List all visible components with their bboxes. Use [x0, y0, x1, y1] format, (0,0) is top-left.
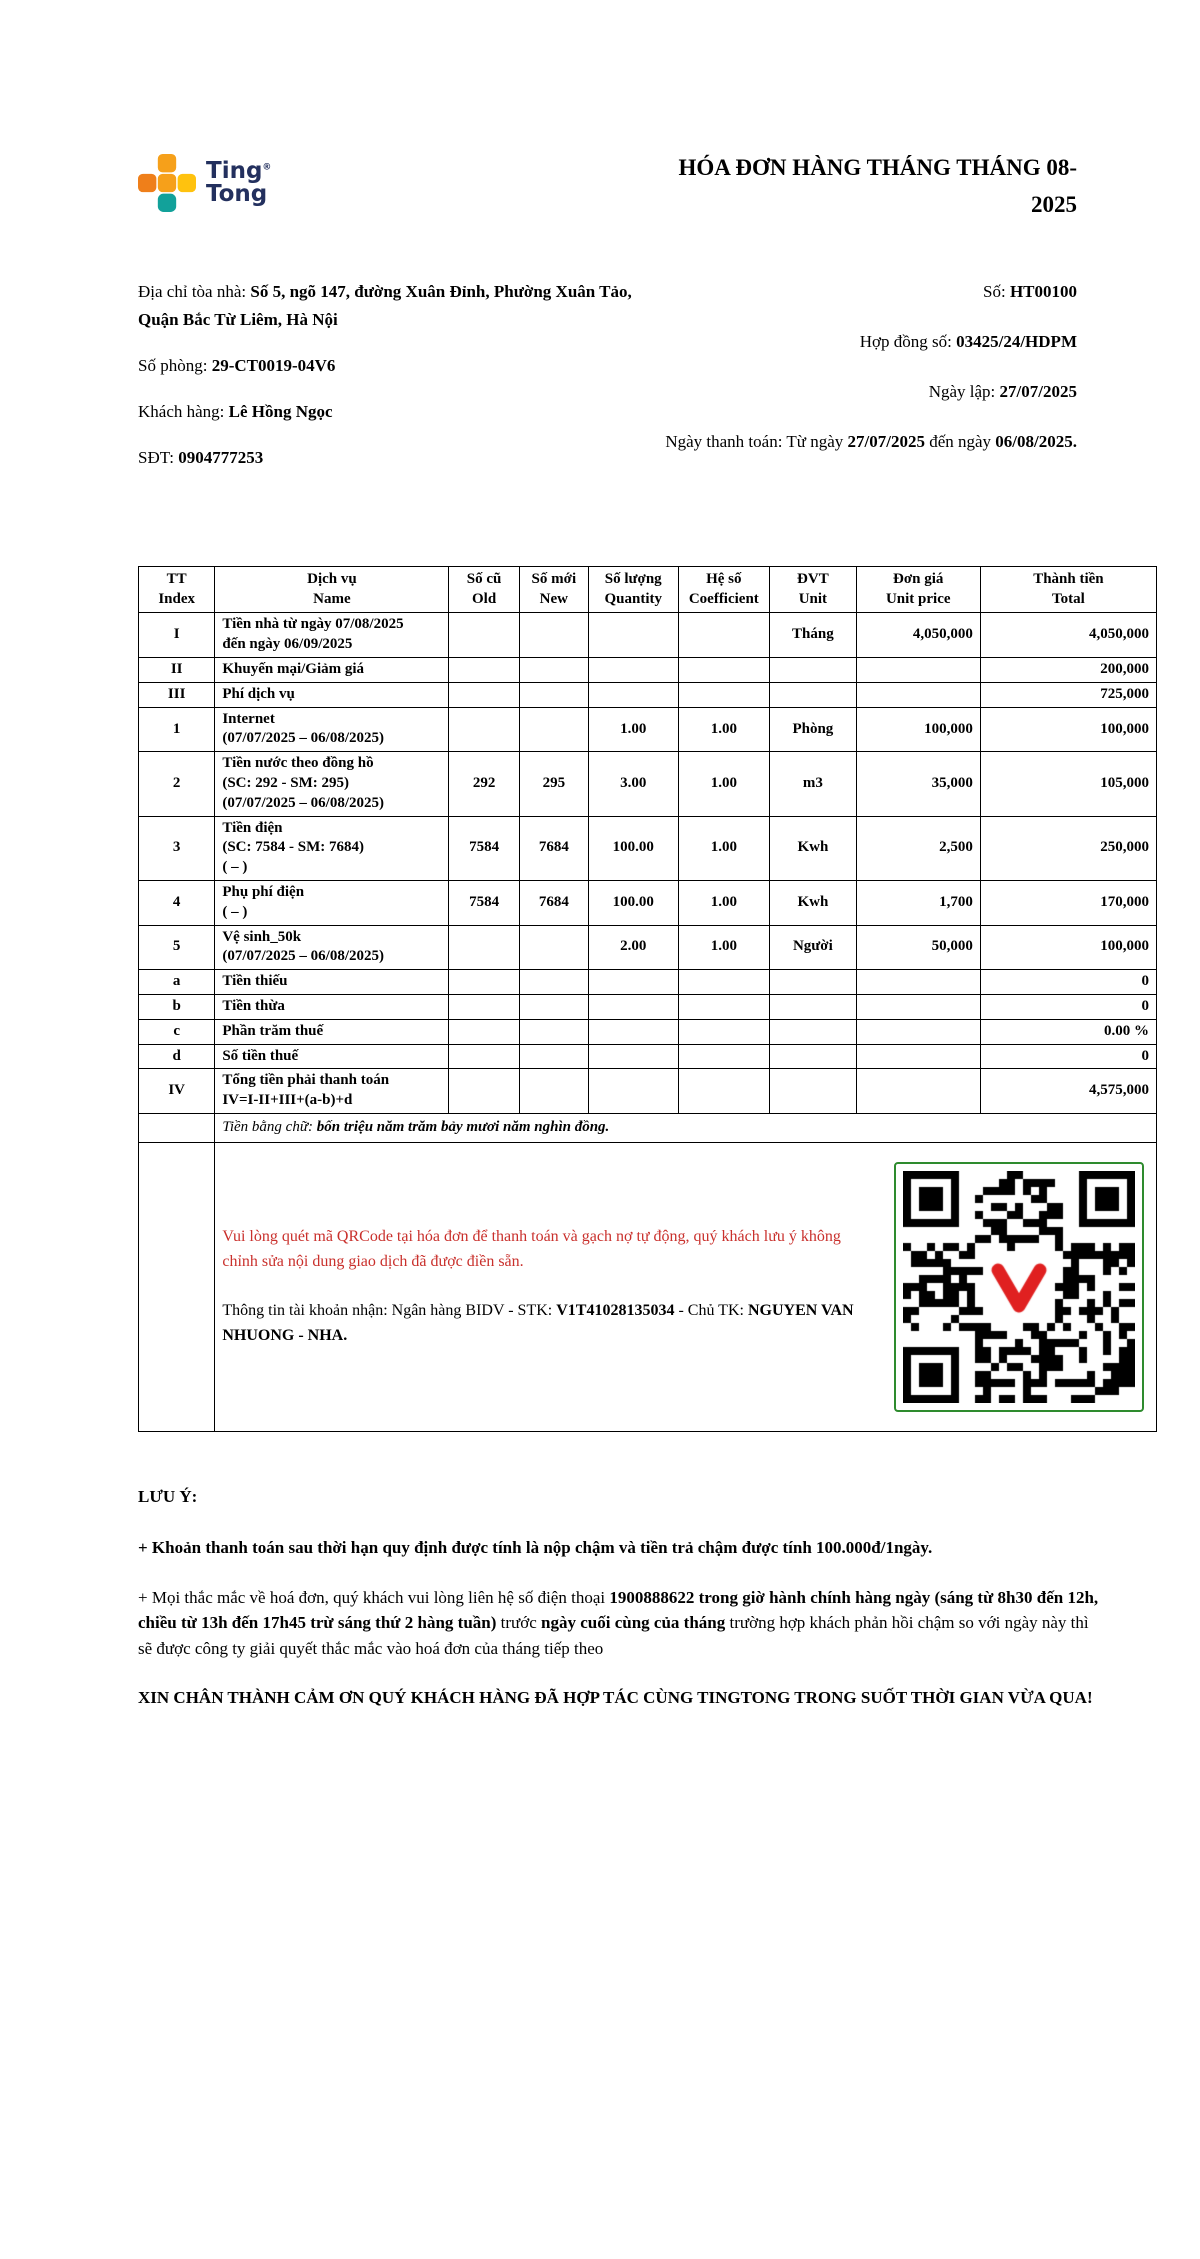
table-cell: 0	[980, 1044, 1156, 1069]
table-cell	[770, 970, 857, 995]
invoice-title-line2: 2025	[1031, 191, 1077, 217]
table-row	[139, 1069, 1157, 1114]
invoice-info	[138, 278, 1157, 490]
table-cell	[770, 682, 857, 707]
building-address	[138, 278, 653, 334]
table-cell	[449, 1069, 519, 1114]
contract-value: 03425/24/HDPM	[956, 331, 1077, 351]
contact-note-part5: trường hợp khách phản hồi chậm so với ngày này thì sẽ được công ty giải quyết thắc mắc vào hoá đơn của tháng tiếp theo	[138, 1613, 1089, 1658]
table-cell: III	[139, 682, 215, 707]
table-row	[139, 1044, 1157, 1069]
table-cell: 1.00	[678, 816, 770, 880]
table-cell	[519, 1019, 588, 1044]
table-cell: 1.00	[678, 707, 770, 752]
qr-section-row	[139, 1142, 1157, 1431]
amount-in-words-label: Tiền bằng chữ:	[222, 1118, 317, 1135]
table-cell	[519, 1069, 588, 1114]
table-cell	[678, 682, 770, 707]
contact-note-part3: trước	[496, 1613, 542, 1633]
table-cell: 35,000	[856, 752, 980, 816]
table-cell: 0	[980, 994, 1156, 1019]
table-cell: 5	[139, 925, 215, 970]
issue-date	[657, 378, 1077, 406]
customer-label: Khách hàng:	[138, 401, 229, 421]
column-header: Dịch vụ Name	[215, 566, 449, 613]
table-cell: Phòng	[770, 707, 857, 752]
payment-to-date: 06/08/2025.	[995, 431, 1077, 451]
table-cell	[588, 1019, 678, 1044]
table-cell	[519, 682, 588, 707]
table-cell: 100.00	[588, 816, 678, 880]
table-cell: 4,575,000	[980, 1069, 1156, 1114]
table-cell: 1.00	[588, 707, 678, 752]
table-cell: 1.00	[678, 752, 770, 816]
table-cell: Tiền nhà từ ngày 07/08/2025 đến ngày 06/09/2025	[215, 613, 449, 658]
table-cell	[519, 970, 588, 995]
table-cell: 7684	[519, 816, 588, 880]
table-cell	[588, 994, 678, 1019]
table-cell	[449, 970, 519, 995]
phone-number	[138, 444, 653, 472]
payment-period-mid: đến ngày	[924, 431, 996, 451]
table-cell: 1.00	[678, 880, 770, 925]
table-cell	[139, 1113, 215, 1142]
table-cell: 4	[139, 880, 215, 925]
registered-mark: ®	[262, 161, 272, 172]
table-cell: 50,000	[856, 925, 980, 970]
table-cell	[588, 970, 678, 995]
table-cell: 100,000	[856, 707, 980, 752]
customer-value: Lê Hồng Ngọc	[228, 401, 333, 421]
table-cell	[856, 658, 980, 683]
invoice-title	[607, 150, 1157, 224]
account-prefix: Thông tin tài khoản nhận: Ngân hàng BIDV - STK:	[222, 1301, 557, 1319]
table-cell	[588, 682, 678, 707]
notes-heading: LƯU Ý:	[138, 1486, 198, 1506]
room-value: 29-CT0019-04V6	[211, 355, 336, 375]
column-header: TT Index	[139, 566, 215, 613]
table-cell: 1,700	[856, 880, 980, 925]
column-header: Đơn giá Unit price	[856, 566, 980, 613]
contract-number	[657, 328, 1077, 356]
table-row	[139, 707, 1157, 752]
table-cell	[519, 925, 588, 970]
table-cell	[449, 613, 519, 658]
table-cell	[770, 1019, 857, 1044]
column-header: Số mới New	[519, 566, 588, 613]
table-cell	[678, 1019, 770, 1044]
table-row	[139, 613, 1157, 658]
table-cell	[856, 994, 980, 1019]
footer-notes	[138, 1484, 1157, 1711]
contract-label: Hợp đồng số:	[859, 331, 957, 351]
address-label: Địa chỉ tòa nhà:	[138, 281, 251, 301]
column-header: Thành tiền Total	[980, 566, 1156, 613]
table-cell: Vệ sinh_50k (07/07/2025 – 06/08/2025)	[215, 925, 449, 970]
payment-period-label: Ngày thanh toán: Từ ngày	[665, 431, 848, 451]
table-cell: 1	[139, 707, 215, 752]
account-number: V1T41028135034	[556, 1301, 675, 1319]
invoice-meta	[657, 278, 1157, 490]
table-cell: m3	[770, 752, 857, 816]
table-cell	[519, 613, 588, 658]
column-header: Hệ số Coefficient	[678, 566, 770, 613]
table-cell	[856, 682, 980, 707]
table-cell: 100.00	[588, 880, 678, 925]
table-cell: Khuyến mại/Giảm giá	[215, 658, 449, 683]
table-cell: Tiền thiếu	[215, 970, 449, 995]
amount-in-words-row	[139, 1113, 1157, 1142]
table-cell: 2,500	[856, 816, 980, 880]
contact-note-hotline: 1900888622 trong giờ hành chính hàng ngày (sáng từ 8h30 đến 12h, chiều từ 13h đến 17h45 trừ sáng thứ 2 hàng tuần)	[138, 1587, 1099, 1633]
table-cell: 2.00	[588, 925, 678, 970]
qr-code-canvas	[903, 1171, 1135, 1403]
table-cell	[678, 1069, 770, 1114]
qr-instruction: Vui lòng quét mã QRCode tại hóa đơn để thanh toán và gạch nợ tự động, quý khách lưu ý không chỉnh sửa nội dung giao dịch đã được điền sẵn.	[222, 1228, 841, 1270]
table-cell	[856, 1019, 980, 1044]
table-cell: Internet (07/07/2025 – 06/08/2025)	[215, 707, 449, 752]
table-cell: 250,000	[980, 816, 1156, 880]
customer-info	[138, 278, 653, 490]
table-row	[139, 925, 1157, 970]
amount-in-words-cell	[215, 1113, 1157, 1142]
brand-wordmark	[206, 157, 272, 207]
customer-name	[138, 398, 653, 426]
table-cell	[519, 1044, 588, 1069]
contact-note-deadline: ngày cuối cùng của tháng	[541, 1613, 726, 1633]
table-cell: IV	[139, 1069, 215, 1114]
thanks-note: XIN CHÂN THÀNH CẢM ƠN QUÝ KHÁCH HÀNG ĐÃ HỢP TÁC CÙNG TINGTONG TRONG SUỐT THỜI GIAN VỪA QUA!	[138, 1688, 1093, 1708]
column-header: Số lượng Quantity	[588, 566, 678, 613]
table-header-row	[139, 566, 1157, 613]
table-cell	[678, 1044, 770, 1069]
table-cell	[449, 707, 519, 752]
issue-date-label: Ngày lập:	[928, 381, 1000, 401]
payment-instructions	[222, 1225, 868, 1348]
page-header	[138, 150, 1157, 224]
table-cell	[856, 1044, 980, 1069]
table-cell	[588, 613, 678, 658]
table-cell: Phụ phí điện ( – )	[215, 880, 449, 925]
table-cell: 7584	[449, 880, 519, 925]
table-cell: 0.00 %	[980, 1019, 1156, 1044]
table-cell: 7584	[449, 816, 519, 880]
table-cell: 4,050,000	[856, 613, 980, 658]
table-row	[139, 682, 1157, 707]
payment-from-date: 27/07/2025	[847, 431, 925, 451]
invoice-number	[657, 278, 1077, 306]
table-cell: 7684	[519, 880, 588, 925]
invoice-table	[138, 566, 1157, 1432]
invoice-title-line1: HÓA ĐƠN HÀNG THÁNG THÁNG 08-	[678, 155, 1077, 180]
table-cell: 292	[449, 752, 519, 816]
room-label: Số phòng:	[138, 355, 212, 375]
table-cell: 200,000	[980, 658, 1156, 683]
table-cell	[449, 925, 519, 970]
table-row	[139, 880, 1157, 925]
invoice-number-label: Số:	[983, 281, 1010, 301]
table-cell	[519, 994, 588, 1019]
table-row	[139, 994, 1157, 1019]
contact-note-part1: + Mọi thắc mắc về hoá đơn, quý khách vui lòng liên hệ số điện thoại	[138, 1587, 610, 1607]
brand-line2: Tong	[206, 181, 268, 207]
table-cell	[678, 994, 770, 1019]
account-mid: - Chủ TK:	[674, 1301, 748, 1319]
table-cell: 1.00	[678, 925, 770, 970]
qr-section-cell	[215, 1142, 1157, 1431]
table-cell: 3.00	[588, 752, 678, 816]
table-cell: 0	[980, 970, 1156, 995]
account-info	[222, 1299, 868, 1349]
table-cell	[678, 658, 770, 683]
table-cell: Kwh	[770, 880, 857, 925]
column-header: ĐVT Unit	[770, 566, 857, 613]
tingtong-logo-icon	[138, 154, 196, 212]
table-cell: Phần trăm thuế	[215, 1019, 449, 1044]
invoice-table-body	[139, 613, 1157, 1114]
table-cell: 170,000	[980, 880, 1156, 925]
table-row	[139, 970, 1157, 995]
column-header: Số cũ Old	[449, 566, 519, 613]
account-holder: NGUYEN VAN NHUONG - NHA.	[222, 1301, 854, 1344]
issue-date-value: 27/07/2025	[999, 381, 1077, 401]
table-cell	[770, 658, 857, 683]
table-cell: Người	[770, 925, 857, 970]
table-cell: Tiền điện (SC: 7584 - SM: 7684) ( – )	[215, 816, 449, 880]
table-cell: c	[139, 1019, 215, 1044]
table-cell	[678, 613, 770, 658]
table-cell	[770, 994, 857, 1019]
table-cell: 100,000	[980, 707, 1156, 752]
table-cell	[588, 658, 678, 683]
room-number	[138, 352, 653, 380]
qr-code	[894, 1162, 1144, 1412]
table-cell	[519, 658, 588, 683]
table-cell: Số tiền thuế	[215, 1044, 449, 1069]
table-cell	[856, 1069, 980, 1114]
table-cell	[449, 1019, 519, 1044]
table-cell: Tiền thừa	[215, 994, 449, 1019]
table-cell: 3	[139, 816, 215, 880]
table-cell: 105,000	[980, 752, 1156, 816]
table-cell	[449, 1044, 519, 1069]
table-cell	[588, 1069, 678, 1114]
table-cell: 295	[519, 752, 588, 816]
table-cell	[449, 658, 519, 683]
table-row	[139, 658, 1157, 683]
table-cell: 725,000	[980, 682, 1156, 707]
table-cell	[678, 970, 770, 995]
table-cell: Tháng	[770, 613, 857, 658]
table-cell: I	[139, 613, 215, 658]
table-cell	[770, 1069, 857, 1114]
table-row	[139, 1019, 1157, 1044]
table-cell: Phí dịch vụ	[215, 682, 449, 707]
amount-in-words-value: bốn triệu năm trăm bảy mươi năm nghìn đồng.	[316, 1118, 610, 1135]
invoice-number-value: HT00100	[1009, 281, 1077, 301]
phone-value: 0904777253	[178, 447, 264, 467]
table-cell: Kwh	[770, 816, 857, 880]
tingtong-logo	[138, 154, 271, 212]
table-cell	[856, 970, 980, 995]
table-cell	[449, 994, 519, 1019]
table-cell	[770, 1044, 857, 1069]
brand-line1: Ting	[206, 157, 263, 184]
table-cell: 4,050,000	[980, 613, 1156, 658]
table-cell: b	[139, 994, 215, 1019]
late-payment-note: + Khoản thanh toán sau thời hạn quy định được tính là nộp chậm và tiền trả chậm được tính 100.000đ/1ngày.	[138, 1538, 933, 1558]
table-cell: Tổng tiền phải thanh toán IV=I-II+III+(a-b)+d	[215, 1069, 449, 1114]
table-cell: 100,000	[980, 925, 1156, 970]
payment-period	[657, 428, 1077, 456]
table-cell	[588, 1044, 678, 1069]
table-cell: d	[139, 1044, 215, 1069]
table-row	[139, 752, 1157, 816]
phone-label: SĐT:	[138, 447, 179, 467]
table-cell	[449, 682, 519, 707]
table-cell: II	[139, 658, 215, 683]
table-cell	[139, 1142, 215, 1431]
table-cell: 2	[139, 752, 215, 816]
table-cell	[519, 707, 588, 752]
table-cell: Tiền nước theo đồng hồ (SC: 292 - SM: 295) (07/07/2025 – 06/08/2025)	[215, 752, 449, 816]
table-cell: a	[139, 970, 215, 995]
address-value: Số 5, ngõ 147, đường Xuân Đỉnh, Phường Xuân Tảo, Quận Bắc Từ Liêm, Hà Nội	[138, 281, 632, 329]
contact-note	[138, 1585, 1099, 1662]
table-row	[139, 816, 1157, 880]
